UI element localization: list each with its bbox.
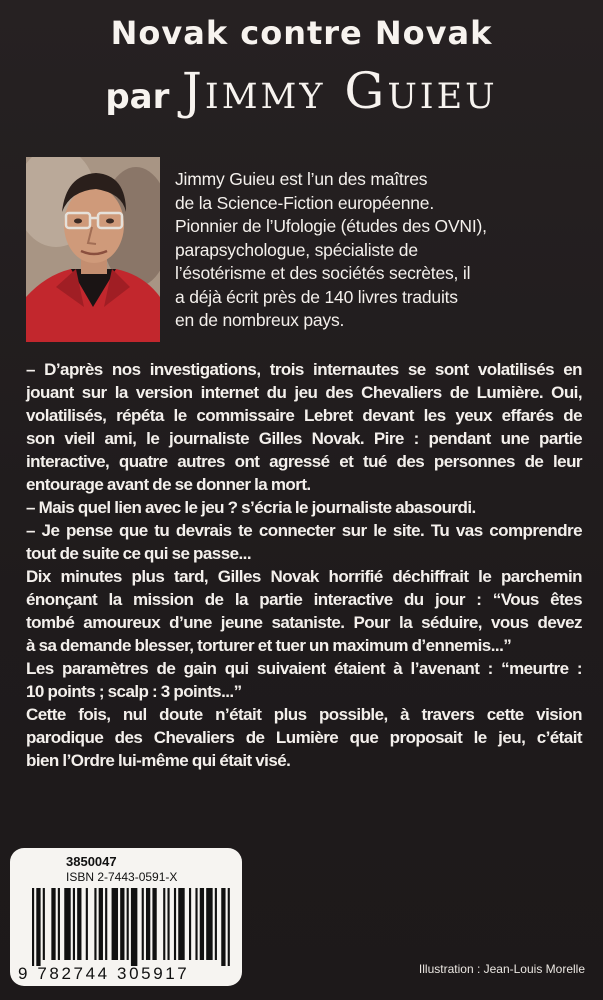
barcode-bar (195, 888, 197, 960)
book-title: Novak contre Novak (110, 14, 493, 52)
illustration-credit: Illustration : Jean-Louis Morelle (418, 962, 585, 976)
barcode-bar (146, 888, 150, 960)
barcode-bar (200, 888, 204, 960)
summary-line: Cette fois, nul doute n’était plus possible, à travers cette vision (26, 705, 582, 724)
bio-line: de la Science-Fiction européenne. (175, 192, 434, 213)
barcode-bar (206, 888, 212, 960)
summary-line: entourage avant de se donner la mort. (26, 475, 311, 494)
summary-line: – Je pense que tu devrais te connecter sur le site. Tu vas comprendre (26, 521, 582, 540)
barcode-bar (58, 888, 60, 960)
book-summary (26, 358, 582, 772)
barcode-bar (36, 888, 40, 966)
summary-line: – D’après nos investigations, trois internautes se sont volatilisés en (26, 360, 582, 379)
barcode-bar (64, 888, 70, 960)
author-name: Jimmy Guieu (181, 62, 498, 120)
barcode-bar (189, 888, 191, 960)
summary-line: à sa demande blesser, torturer et tuer un maximum d’ennemis...” (26, 636, 512, 655)
barcode-bar (112, 888, 118, 960)
summary-line: – Mais quel lien avec le jeu ? s’écria le journaliste abasourdi. (26, 498, 476, 517)
product-code: 3850047 (66, 854, 117, 869)
isbn-number: ISBN 2-7443-0591-X (66, 870, 178, 884)
barcode-bar (86, 888, 88, 960)
barcode-bar (99, 888, 103, 960)
summary-line: bien l’Ordre lui-même qui était visé. (26, 751, 291, 770)
barcode-bar (131, 888, 137, 966)
barcode-bars (32, 888, 232, 966)
barcode-bar (51, 888, 55, 960)
barcode-bar (32, 888, 34, 966)
author-biography (175, 168, 585, 333)
summary-line: jouant sur la version internet du jeu des Chevaliers de Lumière. Oui, (26, 383, 582, 402)
bio-line: en de nombreux pays. (175, 310, 345, 330)
barcode-bar (152, 888, 156, 960)
bio-line: Pionnier de l’Ufologie (études des OVNI), (175, 216, 487, 236)
barcode-bar (174, 888, 176, 960)
summary-line: 10 points ; scalp : 3 points...” (26, 682, 242, 701)
summary-line: Les paramètres de gain qui suivaient étaient à l’avenant : “meurtre : (26, 659, 582, 678)
barcode-bar (178, 888, 184, 960)
barcode-bar (215, 888, 217, 960)
barcode-bar (167, 888, 169, 960)
bio-line: a déjà écrit près de 140 livres traduits (175, 286, 458, 307)
barcode-bar (77, 888, 81, 960)
summary-line: interactive, quatre autres ont agressé et tué des personnes de leur (26, 452, 582, 471)
bio-line: parapsychologue, spécialiste de (175, 239, 418, 260)
summary-line: son vieil ami, le journaliste Gilles Novak. Pire : pendant une partie (26, 429, 582, 448)
summary-line: parodique des Chevaliers de Lumière que proposait le jeu, c’était (26, 728, 582, 747)
barcode-bar (228, 888, 230, 966)
byline-prefix: par (105, 77, 170, 117)
bio-line: l’ésotérisme et des sociétés secrètes, il (175, 263, 471, 283)
barcode-bar (105, 888, 107, 960)
bio-line: Jimmy Guieu est l’un des maîtres (175, 169, 428, 189)
barcode-bar (73, 888, 75, 960)
barcode-bar (221, 888, 225, 966)
summary-line: tombé amoureux d’une jeune sataniste. Pour la séduire, vous devez (26, 613, 582, 632)
summary-line: tout de suite ce qui se passe... (26, 544, 252, 563)
author-photo (26, 157, 160, 342)
summary-line: énonçant la mission de la partie interactive du jour : “Vous êtes (26, 590, 582, 609)
barcode-bar (43, 888, 45, 960)
author-portrait-image (26, 157, 160, 342)
summary-line: volatilisés, répéta le commissaire Lebret devant les yeux effarés de (26, 406, 582, 425)
barcode-bar (163, 888, 165, 960)
author-byline (0, 62, 603, 120)
barcode-bar (120, 888, 124, 960)
barcode-label (10, 848, 242, 986)
barcode-bar (142, 888, 144, 960)
barcode-bar (94, 888, 96, 960)
barcode-bar (127, 888, 129, 960)
ean-number: 9 782744 305917 (18, 964, 190, 983)
summary-line: Dix minutes plus tard, Gilles Novak horrifié déchiffrait le parchemin (26, 567, 582, 586)
